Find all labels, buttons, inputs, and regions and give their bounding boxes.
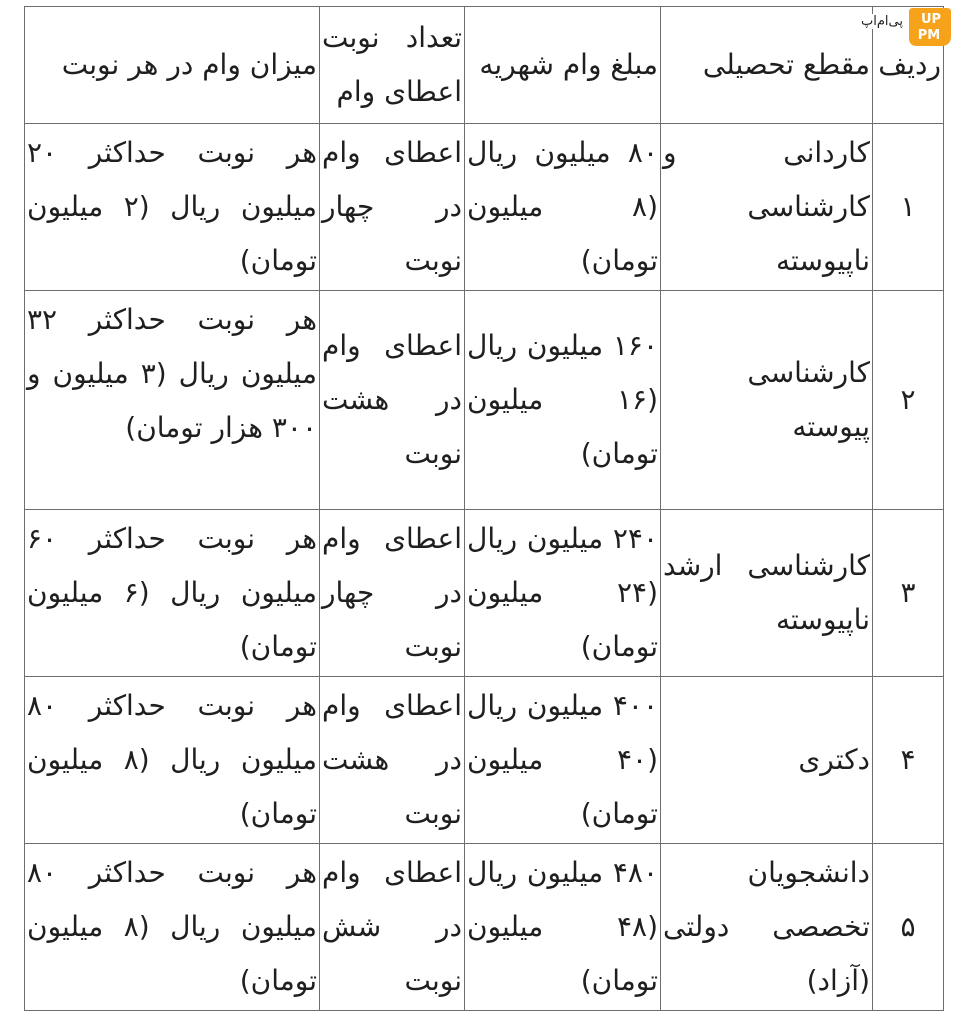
loan-table bbox=[24, 6, 944, 1011]
cell-level: دکتری bbox=[661, 677, 873, 844]
cell-installments: اعطای وام در هشت نوبت bbox=[320, 677, 465, 844]
cell-tuition: ۴۸۰ میلیون ریال (۴۸ میلیون تومان) bbox=[465, 844, 661, 1011]
cell-installments: اعطای وام در چهار نوبت bbox=[320, 510, 465, 677]
cell-tuition: ۴۰۰ میلیون ریال (۴۰ میلیون تومان) bbox=[465, 677, 661, 844]
table-row bbox=[25, 291, 944, 510]
badge-bottom-text: PM bbox=[917, 28, 941, 43]
cell-level: کارشناسی پیوسته bbox=[661, 291, 873, 510]
table-row bbox=[25, 677, 944, 844]
cell-per-installment: هر نوبت حداکثر ۸۰ میلیون ریال (۸ میلیون تومان) bbox=[25, 677, 320, 844]
badge-top-text: UP bbox=[920, 12, 942, 27]
cell-per-installment: هر نوبت حداکثر ۶۰ میلیون ریال (۶ میلیون تومان) bbox=[25, 510, 320, 677]
cell-row-number: ۵ bbox=[873, 844, 944, 1011]
site-logo bbox=[851, 2, 961, 50]
pmup-badge-icon bbox=[907, 4, 953, 50]
cell-installments: اعطای وام در شش نوبت bbox=[320, 844, 465, 1011]
cell-tuition: ۲۴۰ میلیون ریال (۲۴ میلیون تومان) bbox=[465, 510, 661, 677]
header-tuition: مبلغ وام شهریه bbox=[465, 7, 661, 124]
cell-tuition: ۱۶۰ میلیون ریال (۱۶ میلیون تومان) bbox=[465, 291, 661, 510]
cell-level: کاردانی و کارشناسی ناپیوسته bbox=[661, 124, 873, 291]
table-header-row bbox=[25, 7, 944, 124]
cell-installments: اعطای وام در چهار نوبت bbox=[320, 124, 465, 291]
header-level: مقطع تحصیلی bbox=[661, 7, 873, 124]
cell-row-number: ۲ bbox=[873, 291, 944, 510]
header-installments: تعداد نوبت اعطای وام bbox=[320, 7, 465, 124]
cell-level: کارشناسی ارشد ناپیوسته bbox=[661, 510, 873, 677]
cell-row-number: ۴ bbox=[873, 677, 944, 844]
header-per-installment: میزان وام در هر نوبت bbox=[25, 7, 320, 124]
table-row bbox=[25, 124, 944, 291]
loan-table-container bbox=[24, 6, 943, 1011]
cell-per-installment: هر نوبت حداکثر ۳۲ میلیون ریال (۳ میلیون و ۳۰۰ هزار تومان) bbox=[25, 291, 320, 510]
cell-installments: اعطای وام در هشت نوبت bbox=[320, 291, 465, 510]
cell-row-number: ۳ bbox=[873, 510, 944, 677]
cell-level: دانشجویان تخصصی دولتی (آزاد) bbox=[661, 844, 873, 1011]
table-row bbox=[25, 844, 944, 1011]
cell-per-installment: هر نوبت حداکثر ۸۰ میلیون ریال (۸ میلیون تومان) bbox=[25, 844, 320, 1011]
cell-tuition: ۸۰ میلیون ریال (۸ میلیون تومان) bbox=[465, 124, 661, 291]
logo-wordmark: پی‌ام‌اپ bbox=[861, 14, 903, 29]
cell-per-installment: هر نوبت حداکثر ۲۰ میلیون ریال (۲ میلیون تومان) bbox=[25, 124, 320, 291]
cell-row-number: ۱ bbox=[873, 124, 944, 291]
table-row bbox=[25, 510, 944, 677]
header-row-number: ردیف bbox=[873, 7, 944, 124]
